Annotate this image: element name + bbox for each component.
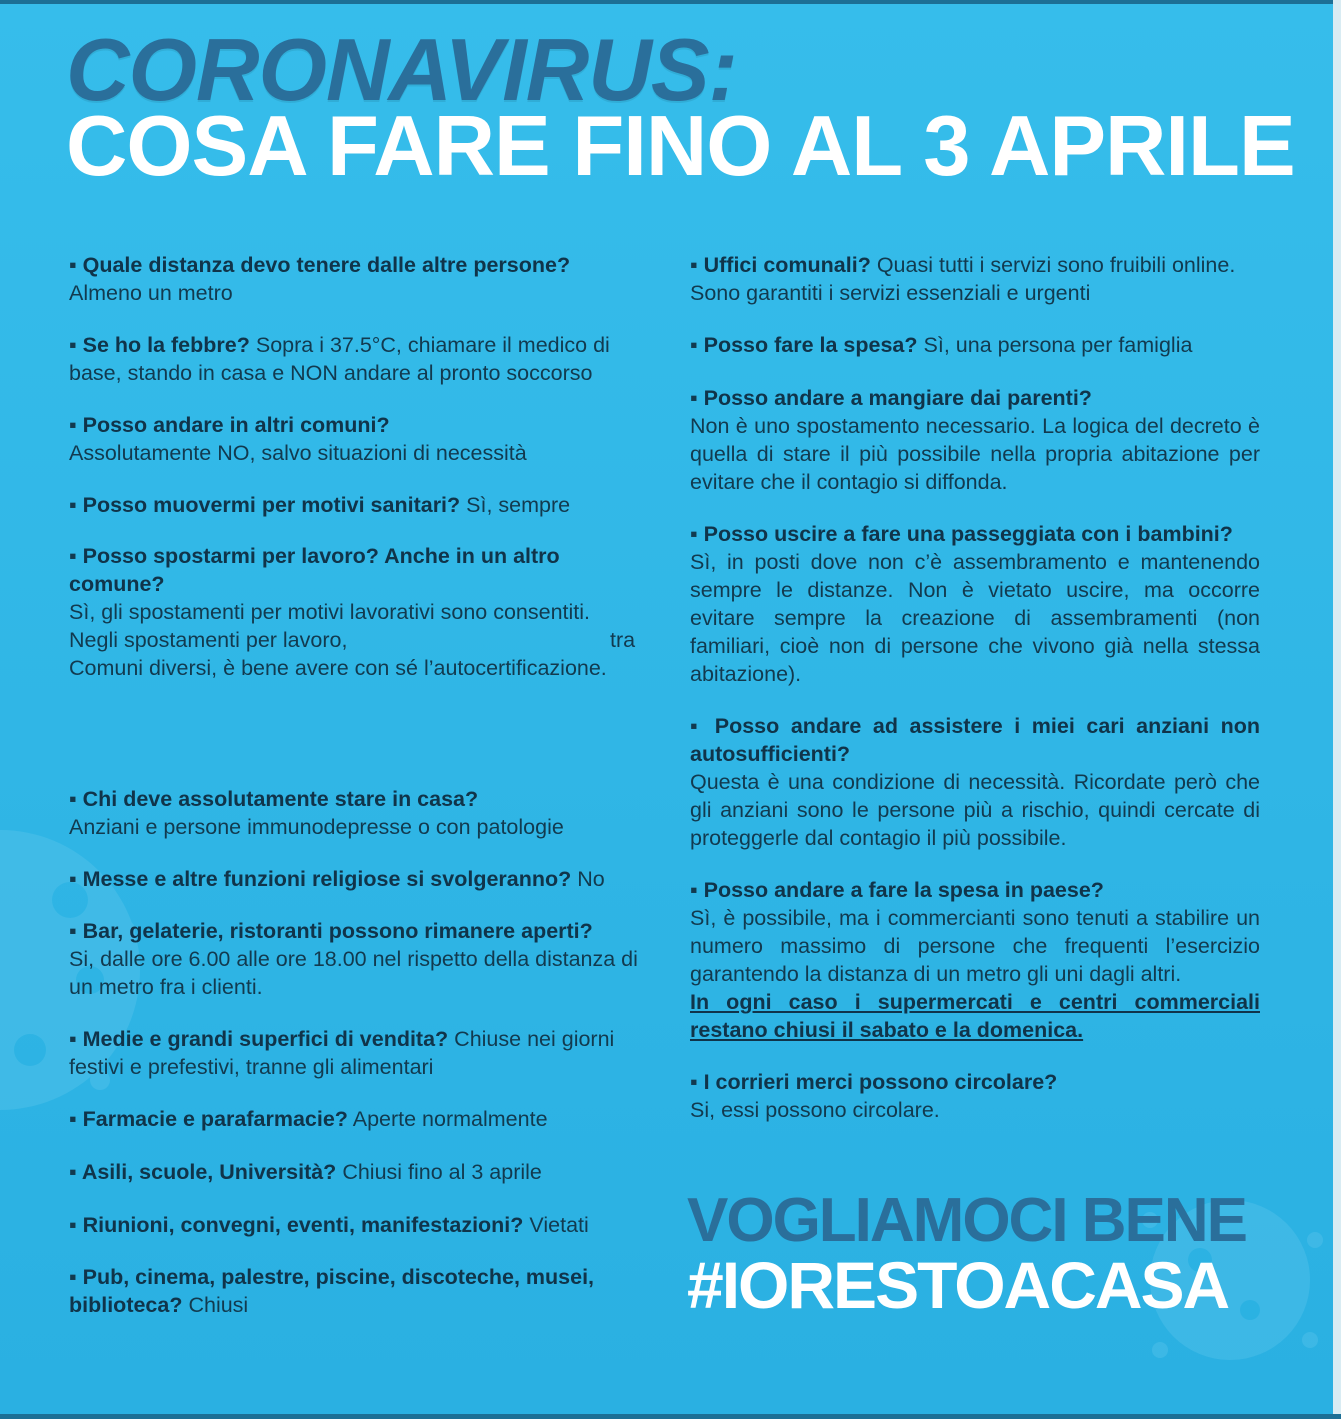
list-item	[690, 251, 1260, 307]
square-bullet-icon: ▪	[69, 333, 83, 357]
list-item	[690, 384, 1260, 496]
square-bullet-icon: ▪	[690, 253, 704, 277]
item-answer: Aperte normalmente	[352, 1107, 548, 1131]
list-item	[69, 491, 638, 519]
square-bullet-icon: ▪	[690, 714, 715, 738]
square-bullet-icon: ▪	[69, 544, 83, 568]
item-question: Posso fare la spesa?	[703, 333, 918, 357]
square-bullet-icon: ▪	[69, 1027, 83, 1051]
item-answer: Si, essi possono circolare.	[690, 1098, 940, 1122]
item-question: Posso muovermi per motivi sanitari?	[82, 493, 461, 517]
square-bullet-icon: ▪	[69, 1107, 83, 1131]
square-bullet-icon: ▪	[690, 1070, 704, 1094]
item-answer: Anziani e persone immunodepresse o con patologie	[69, 815, 564, 839]
item-question: I corrieri merci possono circolare?	[703, 1070, 1058, 1094]
item-question: Riunioni, convegni, eventi, manifestazioni?	[82, 1213, 524, 1237]
square-bullet-icon: ▪	[69, 787, 83, 811]
square-bullet-icon: ▪	[69, 919, 83, 943]
list-item	[69, 1158, 638, 1186]
list-item	[690, 876, 1260, 1044]
square-bullet-icon: ▪	[69, 1213, 83, 1237]
item-question: Pub, cinema, palestre, piscine, discoteche, musei, biblioteca?	[69, 1265, 595, 1317]
list-item	[69, 785, 638, 841]
list-item	[69, 1105, 638, 1133]
item-answer: Almeno un metro	[69, 281, 233, 305]
item-answer: Si, dalle ore 6.00 alle ore 18.00 nel rispetto della distanza di un metro fra i clienti.	[69, 947, 638, 999]
square-bullet-icon: ▪	[690, 333, 704, 357]
item-answer: Sopra i 37.5°C, chiamare il medico di base, stando in casa e NON andare al pronto soccorso	[69, 333, 610, 385]
item-answer: Questa è una condizione di necessità. Ricordate però che gli anziani sono le persone più a rischio, quindi cercate di proteggerle dal contagio il più possibile.	[690, 770, 1260, 850]
item-question: Posso andare in altri comuni?	[82, 413, 390, 437]
item-answer: Sì, in posti dove non c’è assembramento e mantenendo sempre le distanze. Non è vietato uscire, ma occorre evitare sempre la creazione di assembramenti (non familiari, cioè non di persone che vivono già nella stessa abitazione).	[690, 550, 1260, 686]
item-note: In ogni caso i supermercati e centri commerciali restano chiusi il sabato e la domenica.	[690, 990, 1260, 1042]
list-item	[69, 542, 569, 598]
item-question: Messe e altre funzioni religiose si svolgeranno?	[82, 867, 572, 891]
item-question: Asili, scuole, Università?	[81, 1160, 337, 1184]
item-answer: Negli spostamenti per lavoro, tra	[69, 628, 636, 652]
item-answer: Chiusi	[188, 1293, 249, 1317]
list-item	[690, 1068, 1260, 1124]
item-answer: Vietati	[529, 1213, 589, 1237]
slogan-line-1: VOGLIAMOCI BENE	[687, 1186, 1247, 1255]
square-bullet-icon: ▪	[69, 413, 83, 437]
list-item	[690, 712, 1260, 852]
square-bullet-icon: ▪	[690, 522, 704, 546]
item-answer: Chiuse nei giorni festivi e prefestivi, tranne gli alimentari	[69, 1027, 615, 1079]
list-item	[69, 251, 638, 307]
item-question: Posso andare ad assistere i miei cari anziani non autosufficienti?	[690, 714, 1260, 766]
item-answer: Comuni diversi, è bene avere con sé l’autocertificazione.	[69, 656, 607, 680]
list-item	[69, 411, 638, 467]
bottom-border	[0, 1414, 1341, 1419]
item-answer: Assolutamente NO, salvo situazioni di necessità	[69, 441, 527, 465]
item-question: Posso andare a mangiare dai parenti?	[703, 386, 1092, 410]
square-bullet-icon: ▪	[69, 1160, 82, 1184]
item-question: Posso uscire a fare una passeggiata con i bambini?	[703, 522, 1233, 546]
square-bullet-icon: ▪	[690, 878, 704, 902]
item-question: Bar, gelaterie, ristoranti possono rimanere aperti?	[82, 919, 593, 943]
square-bullet-icon: ▪	[690, 386, 704, 410]
square-bullet-icon: ▪	[69, 493, 83, 517]
item-answer: Non è uno spostamento necessario. La logica del decreto è quella di stare il più possibile nella propria abitazione per evitare che il contagio si diffonda.	[690, 414, 1260, 494]
list-item	[69, 1211, 638, 1239]
item-answer: Sì, sempre	[466, 493, 571, 517]
item-answer: Quasi tutti i servizi sono fruibili online. Sono garantiti i servizi essenziali e urgenti	[690, 253, 1236, 305]
item-question: Chi deve assolutamente stare in casa?	[82, 787, 479, 811]
list-item	[690, 520, 1260, 688]
square-bullet-icon: ▪	[69, 1265, 83, 1289]
list-item	[69, 1263, 609, 1319]
square-bullet-icon: ▪	[69, 867, 83, 891]
item-question: Quale distanza devo tenere dalle altre persone?	[82, 253, 571, 277]
list-item	[69, 917, 638, 1001]
item-question: Posso spostarmi per lavoro? Anche in un altro comune?	[69, 544, 560, 596]
item-answer: Sì, è possibile, ma i commercianti sono tenuti a stabilire un numero massimo di persone che frequenti l’esercizio garantendo la distanza di un metro gli uni dagli altri.	[690, 906, 1260, 986]
item-question: Posso andare a fare la spesa in paese?	[703, 878, 1104, 902]
list-item	[69, 1025, 638, 1081]
item-answer: Chiusi fino al 3 aprile	[342, 1160, 542, 1184]
item-answer: Sì, una persona per famiglia	[923, 333, 1193, 357]
list-item	[69, 865, 638, 893]
item-question: Se ho la febbre?	[82, 333, 250, 357]
item-question: Uffici comunali?	[703, 253, 871, 277]
item-question: Medie e grandi superfici di vendita?	[82, 1027, 449, 1051]
list-item	[690, 331, 1260, 359]
page-subtitle: COSA FARE FINO AL 3 APRILE	[66, 99, 1295, 194]
item-answer: No	[577, 867, 605, 891]
square-bullet-icon: ▪	[69, 253, 83, 277]
item-question: Farmacie e parafarmacie?	[82, 1107, 348, 1131]
slogan-hashtag: #IORESTOACASA	[687, 1248, 1229, 1322]
list-item	[69, 331, 638, 387]
item-answer: Sì, gli spostamenti per motivi lavorativi sono consentiti.	[69, 600, 591, 624]
top-border	[0, 0, 1341, 4]
page-title: CORONAVIRUS:	[66, 20, 737, 119]
